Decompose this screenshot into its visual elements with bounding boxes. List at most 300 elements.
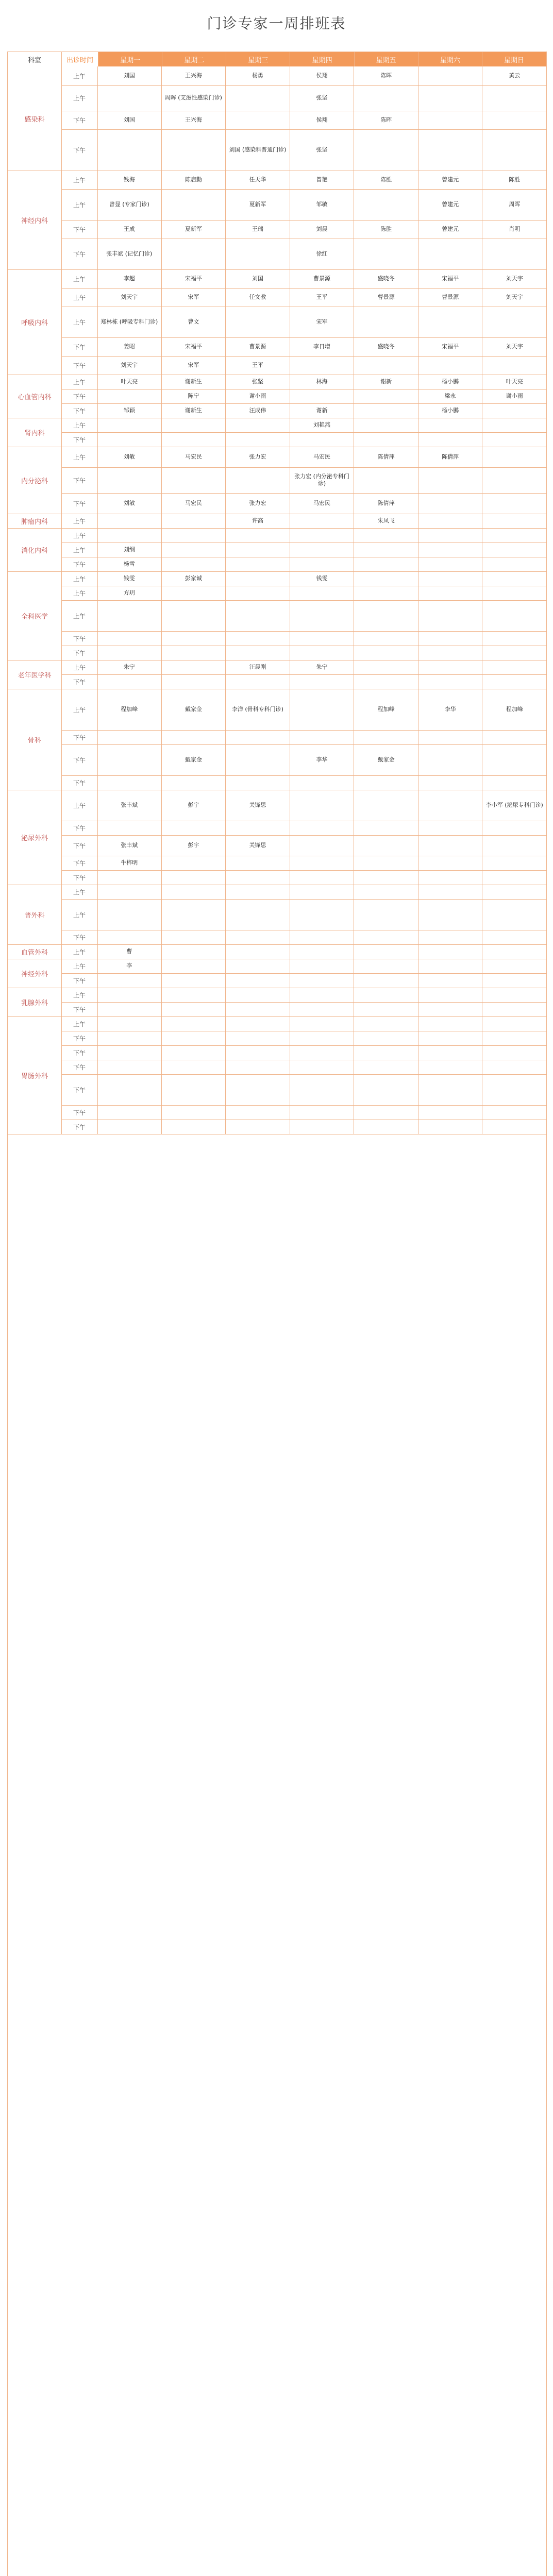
- doctor-cell: [290, 930, 355, 944]
- doctor-cell: [226, 528, 290, 543]
- doctor-cell: [226, 646, 290, 660]
- dept-label: 神经外科: [8, 959, 62, 988]
- doctor-cell: [418, 988, 483, 1002]
- doctor-cell: 王平: [290, 288, 355, 307]
- doctor-cell: [162, 1060, 226, 1074]
- dept-label: 血管外科: [8, 944, 62, 959]
- doctor-cell: 张力宏: [226, 493, 290, 514]
- doctor-cell: [226, 1016, 290, 1031]
- doctor-cell: [290, 856, 355, 870]
- doctor-cell: [418, 418, 483, 432]
- doctor-cell: [97, 514, 162, 528]
- doctor-cell: 张坚: [290, 129, 355, 171]
- doctor-cell: [482, 660, 546, 674]
- doctor-cell: [354, 1060, 418, 1074]
- doctor-cell: [97, 821, 162, 835]
- doctor-cell: [97, 1002, 162, 1016]
- table-row: [97, 674, 546, 689]
- doctor-cell: [162, 660, 226, 674]
- doctor-cell: 许高: [226, 514, 290, 528]
- session-label: 上午: [61, 269, 98, 289]
- session-label: 上午: [61, 447, 98, 468]
- doctor-cell: [290, 646, 355, 660]
- doctor-cell: [418, 129, 483, 171]
- doctor-cell: [162, 885, 226, 899]
- doctor-cell: 朱宁: [97, 660, 162, 674]
- session-label: 上午: [61, 189, 98, 221]
- doctor-cell: 侯翔: [290, 111, 355, 129]
- doctor-cell: [162, 467, 226, 493]
- session-label: 下午: [61, 389, 98, 404]
- doctor-cell: [418, 973, 483, 988]
- session-label: 下午: [61, 432, 98, 447]
- doctor-cell: [226, 557, 290, 571]
- session-label: 上午: [61, 85, 98, 111]
- doctor-cell: [418, 66, 483, 85]
- doctor-cell: [482, 988, 546, 1002]
- doctor-cell: [226, 1074, 290, 1105]
- doctor-cell: [418, 730, 483, 744]
- doctor-cell: [354, 403, 418, 418]
- doctor-cell: [418, 821, 483, 835]
- doctor-cell: [226, 631, 290, 646]
- doctor-cell: [418, 1045, 483, 1060]
- doctor-cell: [226, 1060, 290, 1074]
- doctor-cell: [418, 856, 483, 870]
- doctor-cell: [97, 1105, 162, 1120]
- doctor-cell: [290, 790, 355, 821]
- table-row: [97, 944, 546, 959]
- doctor-cell: [162, 988, 226, 1002]
- doctor-cell: [482, 467, 546, 493]
- doctor-cell: [418, 1105, 483, 1120]
- doctor-cell: [354, 307, 418, 337]
- doctor-cell: [162, 631, 226, 646]
- doctor-cell: 刘敏: [97, 493, 162, 514]
- doctor-cell: [290, 543, 355, 557]
- doctor-cell: 刘纲: [97, 543, 162, 557]
- doctor-cell: 杨勇: [226, 66, 290, 85]
- doctor-cell: [162, 418, 226, 432]
- doctor-cell: [97, 973, 162, 988]
- doctor-cell: [482, 111, 546, 129]
- doctor-cell: 李: [97, 959, 162, 973]
- table-row: [97, 1105, 546, 1120]
- doctor-cell: 钱雯: [97, 571, 162, 586]
- table-row: [97, 1060, 546, 1075]
- doctor-cell: [290, 870, 355, 885]
- doctor-cell: 叶天亮: [97, 375, 162, 389]
- doctor-cell: [97, 988, 162, 1002]
- doctor-cell: [226, 1120, 290, 1134]
- doctor-cell: [354, 930, 418, 944]
- doctor-cell: 陈胜: [354, 220, 418, 239]
- table-row: [97, 528, 546, 543]
- doctor-cell: 马宏民: [290, 447, 355, 467]
- doctor-cell: [162, 543, 226, 557]
- doctor-cell: 曹景源: [418, 288, 483, 307]
- doctor-cell: [97, 1060, 162, 1074]
- session-label: 上午: [61, 600, 98, 632]
- doctor-cell: 陈胜: [509, 176, 521, 183]
- session-label: 上午: [61, 543, 98, 557]
- doctor-cell: [290, 528, 355, 543]
- doctor-cell: 戴家金: [162, 689, 226, 730]
- doctor-cell: [482, 239, 546, 269]
- doctor-cell: 刘国: [226, 269, 290, 288]
- session-label: 下午: [61, 1074, 98, 1106]
- dept-label: 乳腺外科: [8, 988, 62, 1017]
- doctor-cell: 彭宇: [162, 790, 226, 821]
- doctor-cell: [97, 600, 162, 631]
- doctor-cell: 王兴海: [162, 111, 226, 129]
- doctor-cell: [482, 730, 546, 744]
- doctor-cell: 朱凤飞: [354, 514, 418, 528]
- table-row: [97, 171, 546, 190]
- dept-label: 内分泌科: [8, 447, 62, 514]
- doctor-cell: [226, 600, 290, 631]
- doctor-cell: [162, 432, 226, 447]
- doctor-cell: [290, 885, 355, 899]
- dept-label: 消化内科: [8, 528, 62, 572]
- doctor-cell: [97, 129, 162, 171]
- doctor-cell: [162, 1105, 226, 1120]
- doctor-cell: [418, 586, 483, 600]
- session-label: 下午: [61, 870, 98, 885]
- doctor-cell: 任文教: [226, 288, 290, 307]
- doctor-cell: 陈倩萍: [354, 493, 418, 514]
- doctor-cell: 彭家诚: [162, 571, 226, 586]
- doctor-cell: [226, 870, 290, 885]
- doctor-cell: [290, 1060, 355, 1074]
- doctor-cell: [97, 432, 162, 447]
- doctor-cell: [226, 307, 290, 337]
- doctor-cell: [97, 775, 162, 790]
- doctor-cell: [97, 631, 162, 646]
- doctor-cell: [482, 1016, 546, 1031]
- doctor-cell: [482, 1105, 546, 1120]
- doctor-cell: [418, 899, 483, 930]
- doctor-cell: [418, 1120, 483, 1134]
- table-row: [97, 959, 546, 974]
- doctor-cell: [482, 85, 546, 111]
- session-label: 下午: [61, 1002, 98, 1017]
- doctor-cell: [482, 1045, 546, 1060]
- doctor-cell: [354, 1105, 418, 1120]
- doctor-cell: [226, 85, 290, 111]
- doctor-cell: [162, 973, 226, 988]
- doctor-cell: [162, 870, 226, 885]
- doctor-cell: [418, 493, 483, 514]
- doctor-cell: 邹颖: [97, 403, 162, 418]
- doctor-cell: [354, 389, 418, 403]
- doctor-cell: [290, 432, 355, 447]
- doctor-cell: 盛晓冬: [354, 337, 418, 356]
- dept-label: 感染科: [8, 66, 62, 171]
- session-label: 上午: [61, 288, 98, 307]
- doctor-cell: [418, 514, 483, 528]
- doctor-cell: [162, 944, 226, 959]
- doctor-cell: 曹文: [162, 307, 226, 337]
- session-label: 下午: [61, 856, 98, 871]
- doctor-cell: [482, 959, 546, 973]
- header-day: 星期四: [290, 52, 354, 66]
- doctor-cell: 马宏民: [162, 447, 226, 467]
- table-row: [97, 403, 546, 418]
- session-label: 上午: [61, 899, 98, 930]
- table-row: [97, 557, 546, 572]
- doctor-cell: [290, 899, 355, 930]
- doctor-cell: [226, 239, 290, 269]
- doctor-cell: [418, 1002, 483, 1016]
- doctor-cell: [162, 856, 226, 870]
- doctor-cell: [354, 600, 418, 631]
- session-label: 下午: [61, 1105, 98, 1120]
- doctor-cell: 宋福平: [418, 337, 483, 356]
- table-row: [97, 930, 546, 945]
- table-row: [97, 689, 546, 731]
- doctor-cell: 夏新军: [226, 189, 290, 220]
- doctor-cell: [482, 356, 546, 375]
- doctor-cell: [290, 557, 355, 571]
- session-label: 上午: [61, 885, 98, 900]
- doctor-cell: 曾艳: [290, 171, 355, 189]
- header-dept: 科室: [8, 52, 62, 66]
- doctor-cell: [162, 1031, 226, 1045]
- doctor-cell: [418, 543, 483, 557]
- doctor-cell: [482, 129, 546, 171]
- doctor-cell: 钱雯: [290, 571, 355, 586]
- doctor-cell: [354, 674, 418, 689]
- session-label: 上午: [61, 307, 98, 338]
- doctor-cell: 方玥: [97, 586, 162, 600]
- doctor-cell: 陈启勤: [162, 171, 226, 189]
- doctor-cell: [482, 447, 546, 467]
- doctor-cell: [354, 944, 418, 959]
- doctor-cell: 程加峰: [97, 689, 162, 730]
- doctor-cell: [418, 1031, 483, 1045]
- doctor-cell: [354, 973, 418, 988]
- doctor-cell: 彭宇: [162, 835, 226, 856]
- doctor-cell: 谢新生: [162, 403, 226, 418]
- doctor-cell: 宋福平: [418, 269, 483, 288]
- doctor-cell: 宋军: [290, 307, 355, 337]
- header-day: 星期六: [418, 52, 482, 66]
- doctor-cell: [290, 988, 355, 1002]
- doctor-cell: 谢新: [290, 403, 355, 418]
- dept-label: 泌尿外科: [8, 790, 62, 885]
- table-row: [97, 269, 546, 289]
- doctor-cell: 曹景源: [226, 337, 290, 356]
- doctor-cell: [418, 835, 483, 856]
- doctor-cell: 汪晨刚: [226, 660, 290, 674]
- doctor-cell: 刘国: [97, 111, 162, 129]
- doctor-cell: [226, 1002, 290, 1016]
- doctor-cell: 戴家金: [354, 744, 418, 775]
- doctor-cell: 王平: [226, 356, 290, 375]
- table-row: [97, 973, 546, 988]
- doctor-cell: [482, 1031, 546, 1045]
- doctor-cell: 曾建元: [418, 171, 483, 189]
- doctor-cell: [354, 1120, 418, 1134]
- header-day: 星期日: [482, 52, 546, 66]
- table-row: [97, 493, 546, 514]
- session-label: 下午: [61, 1045, 98, 1060]
- doctor-cell: 刘天宇: [97, 356, 162, 375]
- doctor-cell: [418, 646, 483, 660]
- doctor-cell: [482, 1002, 546, 1016]
- doctor-cell: 宋福平: [162, 269, 226, 288]
- table-row: [97, 288, 546, 307]
- doctor-cell: 程加峰: [506, 706, 523, 713]
- doctor-cell: [162, 1002, 226, 1016]
- session-label: 下午: [61, 646, 98, 660]
- doctor-cell: [226, 973, 290, 988]
- doctor-cell: [482, 403, 546, 418]
- doctor-cell: [226, 856, 290, 870]
- doctor-cell: [162, 1120, 226, 1134]
- doctor-cell: 刘天宇: [97, 288, 162, 307]
- doctor-cell: [290, 1031, 355, 1045]
- session-label: 下午: [61, 403, 98, 418]
- doctor-cell: 杨小鹏: [418, 403, 483, 418]
- table-row: [97, 1016, 546, 1031]
- doctor-cell: [226, 988, 290, 1002]
- table-row: [97, 307, 546, 338]
- table-row: [97, 885, 546, 900]
- doctor-cell: 谢新生: [162, 375, 226, 389]
- doctor-cell: [226, 730, 290, 744]
- doctor-cell: [418, 239, 483, 269]
- doctor-cell: [162, 730, 226, 744]
- doctor-cell: [162, 775, 226, 790]
- doctor-cell: [418, 944, 483, 959]
- session-label: 下午: [61, 821, 98, 836]
- table-row: [97, 1045, 546, 1060]
- doctor-cell: [354, 856, 418, 870]
- doctor-cell: 曾建元: [418, 220, 483, 239]
- doctor-cell: 刘天宇: [506, 275, 523, 282]
- doctor-cell: 汪成伟: [226, 403, 290, 418]
- doctor-cell: [226, 821, 290, 835]
- doctor-cell: [482, 418, 546, 432]
- table-row: [97, 856, 546, 871]
- doctor-cell: 王成: [97, 220, 162, 239]
- doctor-cell: [290, 835, 355, 856]
- doctor-cell: 张丰斌 (记忆门诊): [97, 239, 162, 269]
- doctor-cell: 谢小雨: [506, 393, 523, 400]
- session-label: 下午: [61, 674, 98, 689]
- doctor-cell: [290, 514, 355, 528]
- doctor-cell: 黄云: [509, 72, 521, 79]
- table-row: [97, 586, 546, 601]
- doctor-cell: 牛梓明: [97, 856, 162, 870]
- doctor-cell: [482, 646, 546, 660]
- doctor-cell: 陈晖: [354, 66, 418, 85]
- doctor-cell: [482, 543, 546, 557]
- table-row: [97, 543, 546, 557]
- table-row: [97, 447, 546, 468]
- doctor-cell: 陈倩萍: [418, 447, 483, 467]
- header-half: 出诊时间: [62, 52, 98, 66]
- doctor-cell: [290, 1002, 355, 1016]
- doctor-cell: 张力宏: [226, 447, 290, 467]
- doctor-cell: [482, 571, 546, 586]
- dept-label: 胃肠外科: [8, 1016, 62, 1134]
- doctor-cell: 曹景源: [354, 288, 418, 307]
- doctor-cell: [97, 646, 162, 660]
- doctor-cell: [162, 557, 226, 571]
- doctor-cell: 王瑞: [226, 220, 290, 239]
- doctor-cell: [482, 885, 546, 899]
- doctor-cell: 朱宁: [290, 660, 355, 674]
- doctor-cell: 李小军 (泌尿专科门诊): [485, 802, 543, 809]
- doctor-cell: [162, 600, 226, 631]
- doctor-cell: [226, 1105, 290, 1120]
- doctor-cell: [354, 646, 418, 660]
- dept-label: 呼吸内科: [8, 269, 62, 375]
- table-row: [97, 239, 546, 270]
- doctor-cell: [97, 1016, 162, 1031]
- doctor-cell: [482, 586, 546, 600]
- doctor-cell: 张丰斌: [97, 790, 162, 821]
- doctor-cell: [290, 973, 355, 988]
- doctor-cell: [418, 111, 483, 129]
- session-label: 上午: [61, 660, 98, 675]
- doctor-cell: 李华: [418, 689, 483, 730]
- doctor-cell: [226, 744, 290, 775]
- doctor-cell: [482, 432, 546, 447]
- doctor-cell: [418, 744, 483, 775]
- doctor-cell: [482, 631, 546, 646]
- table-row: [97, 600, 546, 632]
- doctor-cell: [418, 775, 483, 790]
- header-day: 星期一: [98, 52, 162, 66]
- doctor-cell: 钱海: [97, 171, 162, 189]
- doctor-cell: [418, 356, 483, 375]
- session-label: 下午: [61, 220, 98, 239]
- doctor-cell: 盛晓冬: [354, 269, 418, 288]
- doctor-cell: 谢小雨: [226, 389, 290, 403]
- doctor-cell: 曾显 (专家门诊): [97, 189, 162, 220]
- table-row: [97, 660, 546, 675]
- table-row: [97, 432, 546, 447]
- table-row: [97, 1002, 546, 1017]
- doctor-cell: [162, 1074, 226, 1105]
- doctor-cell: [354, 775, 418, 790]
- session-label: 下午: [61, 1120, 98, 1134]
- table-row: [97, 988, 546, 1003]
- doctor-cell: [418, 571, 483, 586]
- table-row: [97, 111, 546, 130]
- doctor-cell: 张丰斌: [97, 835, 162, 856]
- doctor-cell: 宋福平: [162, 337, 226, 356]
- doctor-cell: [226, 1045, 290, 1060]
- session-label: 下午: [61, 1031, 98, 1046]
- doctor-cell: 张坚: [226, 375, 290, 389]
- doctor-cell: [418, 631, 483, 646]
- doctor-cell: [226, 432, 290, 447]
- doctor-cell: [354, 467, 418, 493]
- doctor-cell: 李洋 (骨科专科门诊): [226, 689, 290, 730]
- doctor-cell: [354, 1074, 418, 1105]
- doctor-cell: [482, 1120, 546, 1134]
- doctor-cell: 曹景源: [290, 269, 355, 288]
- doctor-cell: 刘天宇: [506, 343, 523, 350]
- doctor-cell: 戴家金: [162, 744, 226, 775]
- doctor-cell: [354, 1045, 418, 1060]
- doctor-cell: [418, 1074, 483, 1105]
